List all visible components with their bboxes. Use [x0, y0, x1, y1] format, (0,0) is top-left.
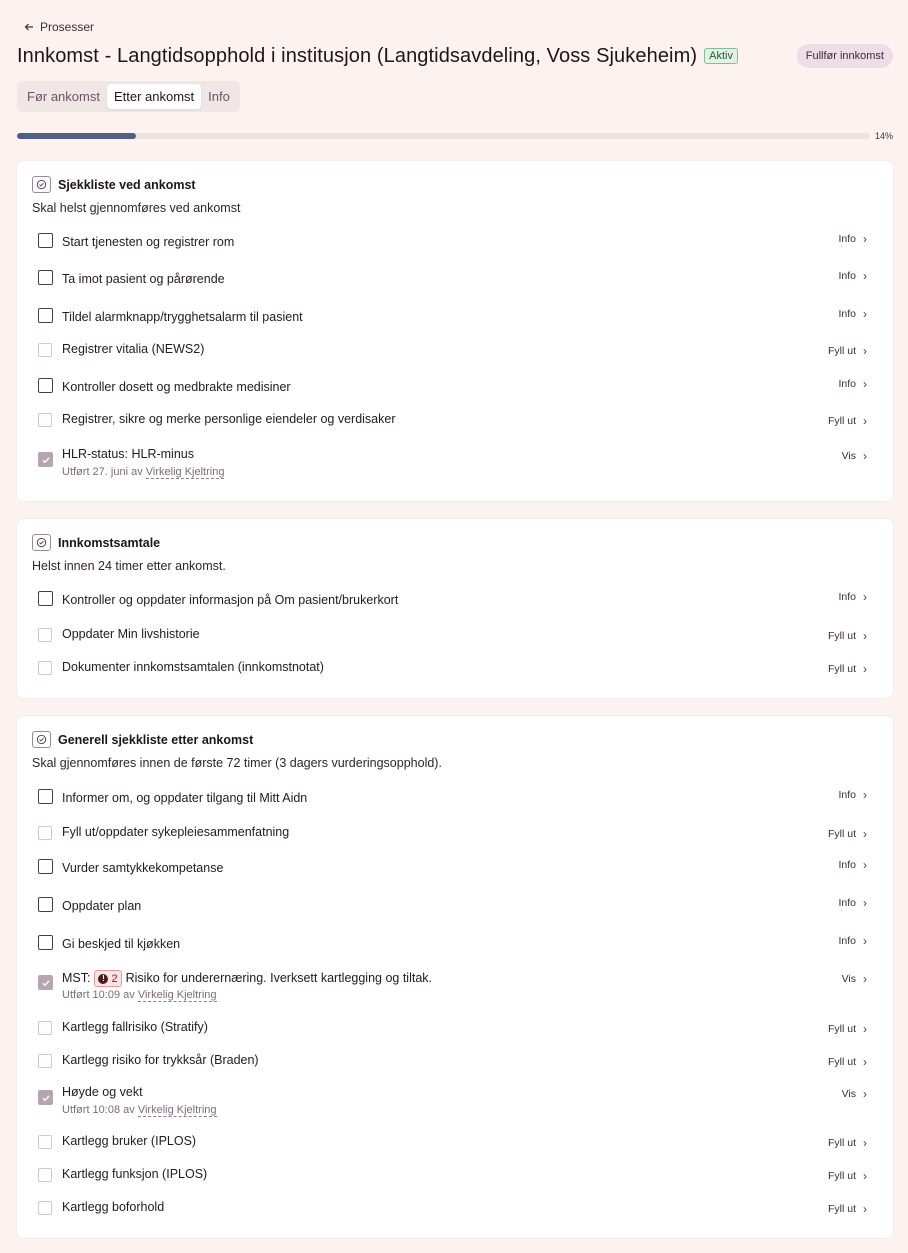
task-action-label: Info [838, 897, 856, 909]
task-action-button[interactable] [828, 828, 867, 840]
chevron-right-icon: › [863, 1087, 867, 1101]
checklist-item [38, 825, 867, 843]
checklist-item [38, 308, 867, 326]
card-title: Innkomstsamtale [58, 535, 161, 550]
card-subtitle: Skal helst gjennomføres ved ankomst [32, 201, 241, 215]
task-checkbox[interactable] [38, 661, 52, 675]
task-label: Registrer vitalia (NEWS2) [62, 342, 205, 356]
task-action-button[interactable] [828, 630, 867, 642]
task-action-label: Fyll ut [827, 1023, 856, 1035]
task-label-prefix: MST: [62, 970, 91, 985]
task-checkbox[interactable] [38, 935, 53, 950]
card-header [32, 731, 253, 748]
task-action-label: Info [838, 935, 856, 947]
arrow-left-icon [24, 22, 34, 32]
task-checkbox[interactable] [38, 378, 53, 393]
task-label: Ta imot pasient og pårørende [62, 272, 225, 286]
tab-info[interactable]: Info [208, 89, 230, 104]
task-action-button[interactable] [842, 1088, 867, 1100]
task-action-button[interactable] [838, 897, 867, 909]
task-action-button[interactable] [838, 378, 867, 390]
check-circle-icon [32, 534, 51, 551]
checklist-item [38, 1053, 867, 1071]
task-action-label: Info [838, 591, 856, 603]
checklist-item [38, 1167, 867, 1185]
task-label [62, 970, 432, 987]
task-action-button[interactable] [828, 1137, 867, 1149]
task-checkbox-checked[interactable] [38, 975, 53, 990]
chevron-right-icon: › [863, 590, 867, 604]
task-checkbox[interactable] [38, 270, 53, 285]
task-checkbox[interactable] [38, 1021, 52, 1035]
task-action-label: Fyll ut [827, 345, 856, 357]
task-label: Kontroller og oppdater informasjon på Om pasient/brukerkort [62, 593, 399, 607]
chevron-right-icon: › [863, 662, 867, 676]
task-checkbox[interactable] [38, 826, 52, 840]
task-label: Kartlegg bruker (IPLOS) [62, 1134, 197, 1148]
chevron-right-icon: › [863, 449, 867, 463]
task-action-button[interactable] [838, 308, 867, 320]
task-action-label: Fyll ut [827, 1170, 856, 1182]
chevron-right-icon: › [863, 307, 867, 321]
task-action-label: Vis [841, 973, 856, 985]
chevron-right-icon: › [863, 1202, 867, 1216]
checklist-item [38, 270, 867, 288]
checklist-item [38, 1020, 867, 1038]
checklist-item [38, 970, 867, 1006]
task-action-label: Fyll ut [827, 630, 856, 642]
progress-label: 14% [874, 131, 893, 141]
chevron-right-icon: › [863, 269, 867, 283]
checklist-card [17, 519, 893, 698]
alert-icon: ! [98, 974, 108, 984]
progress-bar [17, 133, 870, 139]
task-action-button[interactable] [838, 935, 867, 947]
finish-intake-button[interactable]: Fullfør innkomst [797, 44, 893, 68]
task-label: Kontroller dosett og medbrakte medisiner [62, 380, 291, 394]
task-label: Tildel alarmknapp/trygghetsalarm til pasient [62, 310, 303, 324]
chevron-right-icon: › [863, 972, 867, 986]
tab-bar [17, 81, 240, 112]
chevron-right-icon: › [863, 788, 867, 802]
checklist-item [38, 1134, 867, 1152]
chevron-right-icon: › [863, 1169, 867, 1183]
task-action-button[interactable] [828, 345, 867, 357]
task-label: Fyll ut/oppdater sykepleiesammenfatning [62, 825, 290, 839]
task-checkbox[interactable] [38, 1168, 52, 1182]
task-action-label: Vis [841, 450, 856, 462]
progress-bar-fill [17, 133, 136, 139]
task-completed-meta [62, 466, 224, 478]
chevron-right-icon: › [863, 344, 867, 358]
completed-text: Utført 10:08 av [62, 1104, 135, 1116]
task-checkbox-checked[interactable] [38, 1090, 53, 1105]
check-circle-icon [32, 176, 51, 193]
checklist-item [38, 233, 867, 251]
task-label: Høyde og vekt [62, 1085, 143, 1099]
chevron-right-icon: › [863, 827, 867, 841]
checklist-item [38, 897, 867, 915]
task-action-button[interactable] [828, 1023, 867, 1035]
chevron-right-icon: › [863, 629, 867, 643]
chevron-right-icon: › [863, 1055, 867, 1069]
task-checkbox[interactable] [38, 1135, 52, 1149]
task-action-button[interactable] [838, 859, 867, 871]
task-checkbox[interactable] [38, 628, 52, 642]
checklist-item [38, 447, 867, 483]
task-label: Kartlegg boforhold [62, 1200, 165, 1214]
check-circle-icon [32, 731, 51, 748]
card-subtitle: Helst innen 24 timer etter ankomst. [32, 559, 226, 573]
task-completed-meta [62, 989, 217, 1001]
completed-text: Utført 10:09 av [62, 989, 135, 1001]
task-label: HLR-status: HLR-minus [62, 447, 194, 461]
task-action-label: Info [838, 378, 856, 390]
task-action-label: Info [838, 789, 856, 801]
task-action-label: Fyll ut [827, 1203, 856, 1215]
checklist-item [38, 660, 867, 678]
completed-by-user[interactable]: Virkelig Kjeltring [137, 989, 217, 1001]
task-checkbox[interactable] [38, 308, 53, 323]
task-label: Start tjenesten og registrer rom [62, 235, 235, 249]
chevron-right-icon: › [863, 1022, 867, 1036]
task-checkbox[interactable] [38, 859, 53, 874]
chevron-right-icon: › [863, 934, 867, 948]
checklist-item [38, 935, 867, 953]
task-label: Kartlegg fallrisiko (Stratify) [62, 1020, 208, 1034]
task-action-label: Fyll ut [827, 828, 856, 840]
task-action-label: Info [838, 308, 856, 320]
checklist-card [17, 161, 893, 501]
back-link-label: Prosesser [40, 20, 95, 34]
task-action-label: Fyll ut [827, 663, 856, 675]
task-action-label: Fyll ut [827, 1056, 856, 1068]
task-label: Gi beskjed til kjøkken [62, 937, 181, 951]
checklist-item [38, 1200, 867, 1218]
task-action-label: Fyll ut [827, 1137, 856, 1149]
chevron-right-icon: › [863, 414, 867, 428]
task-action-button[interactable] [842, 973, 867, 985]
task-checkbox[interactable] [38, 413, 52, 427]
completed-text: Utført 27. juni av [62, 466, 143, 478]
completed-by-user[interactable]: Virkelig Kjeltring [145, 466, 225, 478]
checklist-item [38, 591, 867, 609]
page-title: Innkomst - Langtidsopphold i institusjon (Langtidsavdeling, Voss Sjukeheim) [17, 44, 698, 67]
chevron-right-icon: › [863, 1136, 867, 1150]
task-action-button[interactable] [838, 270, 867, 282]
checklist-item [38, 1085, 867, 1121]
task-action-button[interactable] [828, 1170, 867, 1182]
checklist-item [38, 859, 867, 877]
card-title: Sjekkliste ved ankomst [58, 177, 196, 192]
task-checkbox[interactable] [38, 1054, 52, 1068]
task-action-button[interactable] [842, 450, 867, 462]
task-action-label: Vis [841, 1088, 856, 1100]
task-label: Oppdater Min livshistorie [62, 627, 200, 641]
task-action-button[interactable] [828, 415, 867, 427]
task-action-button[interactable] [838, 591, 867, 603]
card-title: Generell sjekkliste etter ankomst [58, 732, 254, 747]
task-checkbox[interactable] [38, 789, 53, 804]
title-row [17, 44, 893, 68]
task-label-text: Risiko for underernæring. Iverksett kartlegging og tiltak. [125, 970, 432, 985]
chevron-right-icon: › [863, 896, 867, 910]
checklist-item [38, 789, 867, 807]
task-action-button[interactable] [838, 233, 867, 245]
card-header [32, 176, 196, 193]
task-action-button[interactable] [828, 1056, 867, 1068]
task-action-label: Info [838, 859, 856, 871]
chevron-right-icon: › [863, 858, 867, 872]
status-badge: Aktiv [704, 48, 738, 64]
task-action-button[interactable] [838, 789, 867, 801]
checklist-item [38, 378, 867, 396]
task-label: Kartlegg funksjon (IPLOS) [62, 1167, 208, 1181]
chevron-right-icon: › [863, 232, 867, 246]
card-subtitle: Skal gjennomføres innen de første 72 timer (3 dagers vurderingsopphold). [32, 756, 442, 770]
task-label: Oppdater plan [62, 899, 142, 913]
task-action-label: Info [838, 270, 856, 282]
completed-by-user[interactable]: Virkelig Kjeltring [137, 1104, 217, 1116]
checklist-item [38, 412, 867, 430]
checklist-item [38, 627, 867, 645]
task-checkbox-checked[interactable] [38, 452, 53, 467]
card-header [32, 534, 160, 551]
back-link[interactable] [24, 20, 94, 34]
tab-after-arrival[interactable]: Etter ankomst [107, 84, 201, 109]
task-label: Registrer, sikre og merke personlige eiendeler og verdisaker [62, 412, 396, 426]
task-label: Kartlegg risiko for trykksår (Braden) [62, 1053, 259, 1067]
checklist-item [38, 342, 867, 360]
task-action-label: Info [838, 233, 856, 245]
task-checkbox[interactable] [38, 1201, 52, 1215]
task-completed-meta [62, 1104, 217, 1116]
chevron-right-icon: › [863, 377, 867, 391]
task-label: Vurder samtykkekompetanse [62, 861, 224, 875]
task-checkbox[interactable] [38, 591, 53, 606]
task-checkbox[interactable] [38, 897, 53, 912]
task-action-button[interactable] [828, 663, 867, 675]
task-action-label: Fyll ut [827, 415, 856, 427]
checklist-card [17, 716, 893, 1238]
task-label: Dokumenter innkomstsamtalen (innkomstnotat) [62, 660, 324, 674]
tab-before-arrival[interactable]: Før ankomst [27, 89, 100, 104]
task-label: Informer om, og oppdater tilgang til Mitt Aidn [62, 791, 308, 805]
risk-badge [94, 970, 121, 987]
task-checkbox[interactable] [38, 343, 52, 357]
risk-badge-count: 2 [111, 972, 118, 985]
task-action-button[interactable] [828, 1203, 867, 1215]
task-checkbox[interactable] [38, 233, 53, 248]
